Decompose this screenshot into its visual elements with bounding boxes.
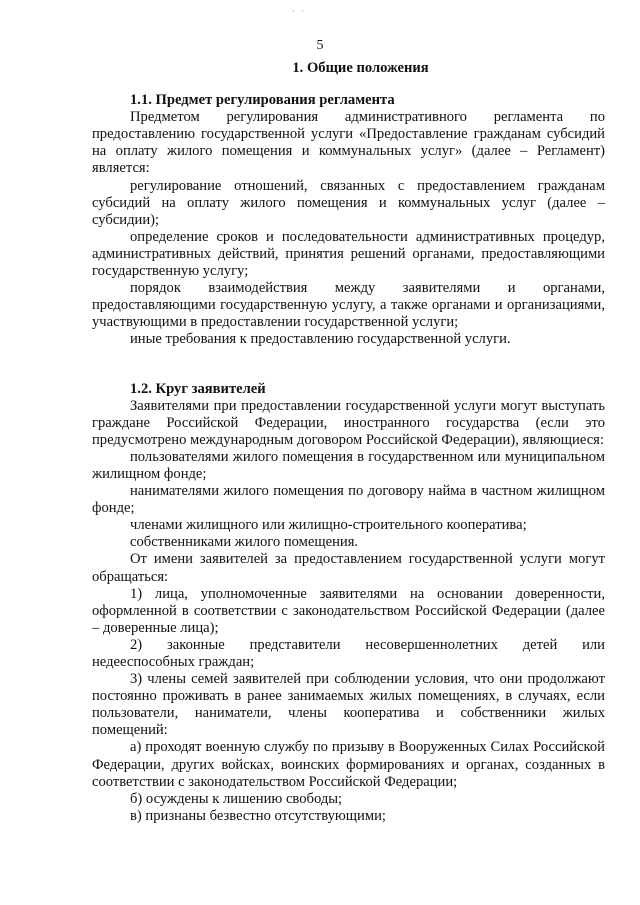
paragraph: определение сроков и последовательности административных процедур, административных действий, принятия решений органами, предоставляющими государственную услугу; — [92, 228, 605, 280]
paragraph: Заявителями при предоставлении государственной услуги могут выступать граждане Российской Федерации, иностранного государства (если это предусмотрено международным договором Российской Федерации), являющиеся: — [92, 397, 605, 448]
paragraph: членами жилищного или жилищно-строительного кооператива; — [130, 517, 527, 534]
document-body — [92, 60, 605, 825]
top-mark: · · — [292, 6, 307, 16]
paragraph: Предметом регулирования административного регламента по предоставлению государственной услуги «Предоставление гражданам субсидий на оплату жилого помещения и коммунальных услуг» (далее – Регламент) является: — [92, 109, 605, 177]
subsection-applicants — [92, 381, 605, 825]
paragraph: а) проходят военную службу по призыву в Вооруженных Силах Российской Федерации, других войсках, воинских формированиях и органах, созданных в соответствии с законодательством Российской Федерации; — [92, 739, 605, 790]
paragraph: От имени заявителей за предоставлением государственной услуги могут обращаться: — [92, 551, 605, 585]
page-number: 5 — [316, 38, 324, 53]
paragraph: в) признаны безвестно отсутствующими; — [130, 807, 386, 824]
spacer — [92, 349, 605, 381]
paragraph: собственниками жилого помещения. — [130, 534, 359, 551]
subsection-title: 1.2. Круг заявителей — [130, 380, 266, 397]
subsection-subject — [92, 92, 605, 348]
paragraph: пользователями жилого помещения в государственном или муниципальном жилищном фонде; — [92, 448, 605, 482]
subsection-title: 1.1. Предмет регулирования регламента — [130, 92, 395, 109]
paragraph: иные требования к предоставлению государственной услуги. — [130, 331, 511, 348]
paragraph: 3) члены семей заявителей при соблюдении условия, что они продолжают постоянно проживать в ранее занимаемых жилых помещениях, в случаях, если пользователи, наниматели, члены кооператива и собственники жилых помещений: — [92, 671, 605, 739]
section-title: 1. Общие положения — [292, 60, 429, 76]
paragraph: порядок взаимодействия между заявителями и органами, предоставляющими государственную услугу, а также органами и организациями, участвующими в предоставлении государственной услуги; — [92, 280, 605, 331]
paragraph: б) осуждены к лишению свободы; — [130, 790, 343, 807]
paragraph: нанимателями жилого помещения по договору найма в частном жилищном фонде; — [92, 483, 605, 517]
paragraph: 2) законные представители несовершеннолетних детей или недееспособных граждан; — [92, 636, 605, 670]
paragraph: 1) лица, уполномоченные заявителями на основании доверенности, оформленной в соответствии с законодательством Российской Федерации (далее – доверенные лица); — [92, 585, 605, 636]
paragraph: регулирование отношений, связанных с предоставлением гражданам субсидий на оплату жилого помещения и коммунальных услуг (далее – субсидии); — [92, 177, 605, 228]
